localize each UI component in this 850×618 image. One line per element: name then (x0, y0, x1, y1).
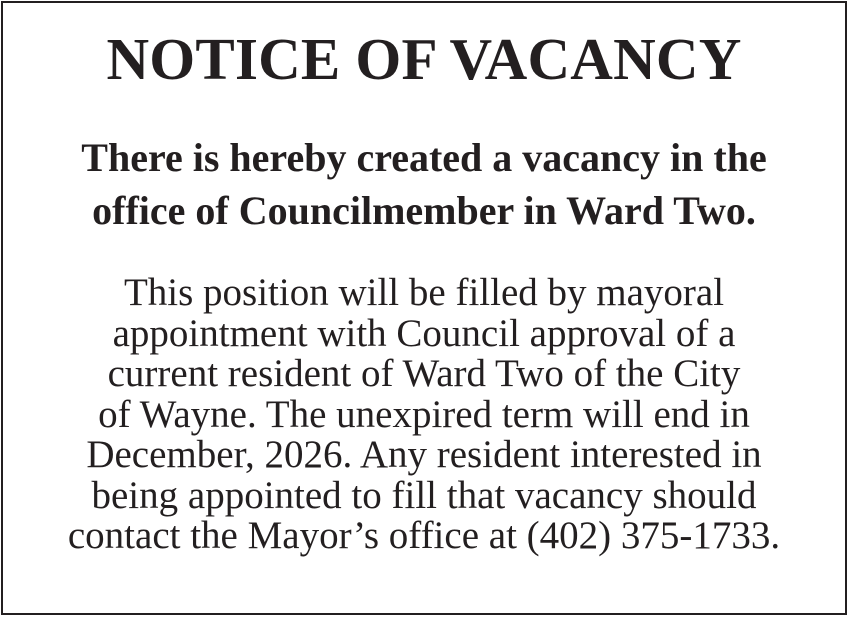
body-line: being appointed to fill that vacancy should (91, 473, 757, 517)
notice-subtitle (3, 131, 845, 237)
subtitle-line: office of Councilmember in Ward Two. (92, 188, 756, 233)
body-line: appointment with Council approval of a (112, 311, 736, 355)
body-line: December, 2026. Any resident interested in (86, 433, 762, 476)
notice-box (1, 1, 847, 615)
notice-title: NOTICE OF VACANCY (106, 26, 742, 92)
body-line: of Wayne. The unexpired term will end in (98, 392, 750, 436)
body-line: contact the Mayor’s office at (402) 375-1733. (67, 514, 781, 557)
notice-body (3, 273, 845, 557)
body-line: current resident of Ward Two of the City (107, 352, 741, 395)
subtitle-line: There is hereby created a vacancy in the (81, 135, 767, 180)
body-line: This position will be filled by mayoral (123, 271, 725, 314)
